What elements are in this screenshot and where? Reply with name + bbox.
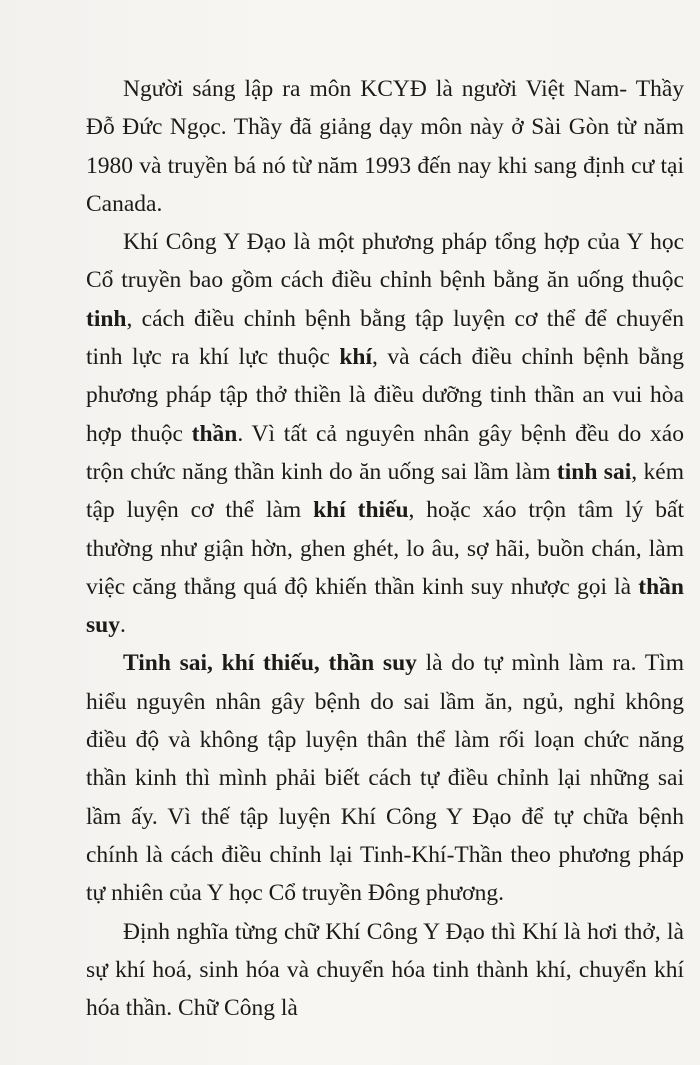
paragraph-text: là do tự mình làm ra. Tìm hiểu nguyên nhân gây bệnh do sai lầm ăn, ngủ, nghỉ không điều độ và không tập luyện thân thể làm rối loạn chức năng thần kinh thì mình phải biết cách tự điều chỉnh lại những sai lầm ấy. Vì thế tập luyện Khí Công Y Đạo để tự chữa bệnh chính là cách điều chỉnh lại Tinh-Khí-Thần theo phương pháp tự nhiên của Y học Cổ truyền Đông phương.	[86, 650, 684, 907]
paragraph-text: .	[119, 612, 126, 639]
paragraph-text: , hoặc xáo trộn tâm lý bất thường như giận hờn, ghen ghét, lo âu, sợ hãi, buồn chán, làm việc căng thẳng quá độ khiến thần kinh suy nhược gọi là	[86, 497, 685, 600]
paragraph-text: Định nghĩa từng chữ Khí Công Y Đạo thì Khí là hơi thở, là sự khí hoá, sinh hóa và chuyển hóa tinh thành khí, chuyển khí hóa thần. Chữ Công là	[86, 918, 684, 1022]
bold-term: tinh	[86, 305, 127, 332]
paragraph-text: . Vì tất cả nguyên nhân gây bệnh đều do xáo trộn chức năng thần kinh do ăn uống sai lầm làm	[86, 420, 684, 485]
bold-term: Tinh sai, khí thiếu, thần suy	[123, 650, 417, 677]
paragraph-text: , kém tập luyện cơ thể làm	[86, 458, 684, 524]
paragraph-2	[86, 223, 684, 644]
paragraph-4	[86, 913, 684, 1028]
paragraph-text: Người sáng lập ra môn KCYĐ là người Việt Nam- Thầy Đỗ Đức Ngọc. Thầy đã giảng dạy môn này ở Sài Gòn từ năm 1980 và truyền bá nó từ năm 1993 đến nay khi sang định cư tại Canada.	[86, 76, 684, 217]
paragraph-text: Khí Công Y Đạo là một phương pháp tổng hợp của Y học Cổ truyền bao gồm cách điều chỉnh bệnh bằng ăn uống thuộc	[86, 229, 684, 294]
bold-term: khí thiếu	[313, 497, 409, 524]
body-text	[86, 70, 684, 1027]
paragraph-text: , cách điều chỉnh bệnh bằng tập luyện cơ thể để chuyển tinh lực ra khí lực thuộc	[86, 305, 684, 371]
bold-term: tinh sai	[556, 458, 632, 485]
paragraph-3	[86, 644, 684, 912]
bold-term: thần	[191, 420, 238, 447]
bold-term: khí	[339, 344, 372, 371]
paragraph-text: , và cách điều chỉnh bệnh bằng phương pháp tập thở thiền là điều dưỡng tinh thần an vui hòa hợp thuộc	[86, 344, 684, 447]
paragraph-1	[86, 70, 684, 223]
bold-term: thần suy	[86, 573, 684, 639]
